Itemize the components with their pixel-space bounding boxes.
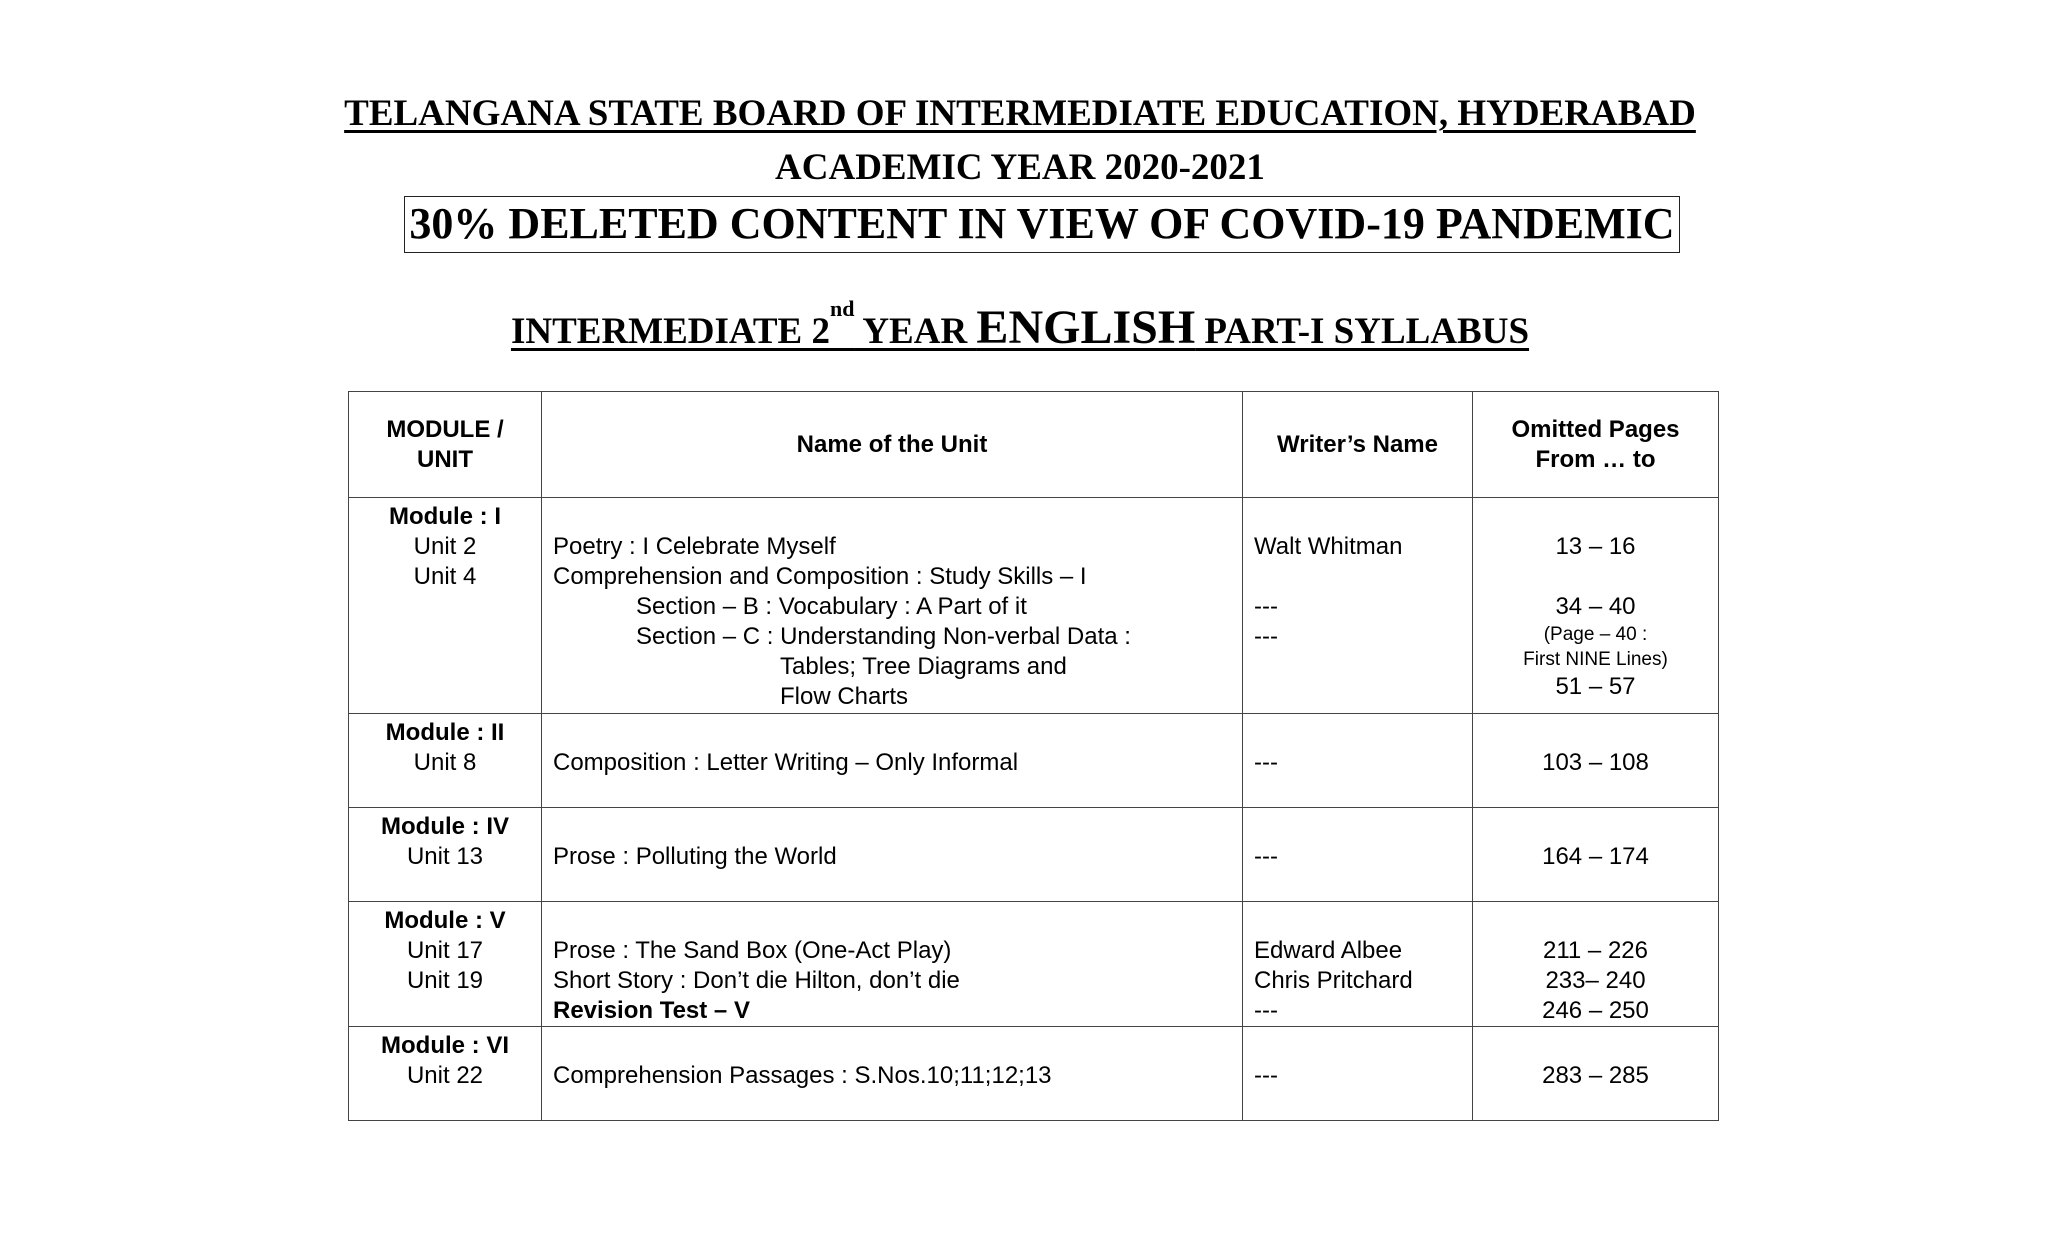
page-range: 103 – 108 (1542, 749, 1649, 776)
header-unit-name: Name of the Unit (542, 392, 1243, 498)
header-writer: Writer’s Name (1243, 392, 1473, 498)
writer-name: --- (1254, 749, 1278, 776)
table-row (349, 1027, 1719, 1121)
table-row (349, 498, 1719, 714)
writer-name: --- (1254, 623, 1278, 650)
unit-name: Prose : The Sand Box (One-Act Play) (553, 937, 952, 964)
syllabus-title: INTERMEDIATE 2nd YEAR ENGLISH PART-I SYLLABUS (510, 296, 1530, 354)
board-title: TELANGANA STATE BOARD OF INTERMEDIATE EDUCATION, HYDERABAD (344, 93, 1696, 134)
page-range: 283 – 285 (1542, 1062, 1649, 1089)
module-label: Module : II (385, 719, 505, 746)
omitted-content-table (348, 391, 1719, 1121)
writer-name: Chris Pritchard (1254, 967, 1413, 994)
table-row (349, 714, 1719, 808)
writer-name: --- (1254, 997, 1278, 1024)
writer-name: --- (1254, 593, 1278, 620)
unit-label: Unit 2 (413, 533, 477, 560)
page-range: 246 – 250 (1542, 997, 1649, 1024)
page-range: 34 – 40 (1555, 593, 1636, 620)
writer-name: --- (1254, 1062, 1278, 1089)
page-range: 164 – 174 (1542, 843, 1649, 870)
table-row (349, 902, 1719, 1027)
table-header-row (349, 392, 1719, 498)
unit-name: Section – B : Vocabulary : A Part of it (636, 593, 1027, 620)
unit-label: Unit 22 (406, 1062, 484, 1089)
module-label: Module : IV (381, 813, 509, 840)
unit-label: Unit 17 (406, 937, 484, 964)
page-range: 211 – 226 (1543, 937, 1648, 964)
unit-name: Section – C : Understanding Non-verbal Data : (636, 623, 1131, 650)
unit-name: Comprehension Passages : S.Nos.10;11;12;13 (553, 1062, 1052, 1089)
deleted-content-notice: 30% DELETED CONTENT IN VIEW OF COVID-19 PANDEMIC (404, 196, 1680, 253)
unit-name: Poetry : I Celebrate Myself (553, 533, 836, 560)
unit-label: Unit 4 (413, 563, 477, 590)
writer-name: --- (1254, 843, 1278, 870)
header-module: MODULE / UNIT (349, 392, 542, 498)
page-range: 233– 240 (1545, 967, 1646, 994)
header-pages: Omitted Pages From … to (1473, 392, 1719, 498)
unit-label: Unit 8 (413, 749, 477, 776)
module-label: Module : VI (381, 1032, 509, 1059)
unit-name: Composition : Letter Writing – Only Informal (553, 749, 1019, 776)
unit-name: Short Story : Don’t die Hilton, don’t die (553, 967, 960, 994)
page-note: (Page – 40 : (1543, 624, 1648, 645)
unit-name: Flow Charts (780, 683, 909, 710)
unit-label: Unit 13 (406, 843, 484, 870)
writer-name: Edward Albee (1254, 937, 1403, 964)
table-row (349, 808, 1719, 902)
writer-name: Walt Whitman (1254, 533, 1403, 560)
unit-name: Revision Test – V (553, 997, 750, 1024)
page-range: 51 – 57 (1555, 673, 1636, 700)
module-label: Module : V (384, 907, 506, 934)
unit-name: Tables; Tree Diagrams and (780, 653, 1067, 680)
academic-year: ACADEMIC YEAR 2020-2021 (775, 147, 1265, 188)
page-note: First NINE Lines) (1523, 649, 1668, 670)
page-range: 13 – 16 (1555, 533, 1636, 560)
unit-label: Unit 19 (406, 967, 484, 994)
unit-name: Comprehension and Composition : Study Skills – I (553, 563, 1087, 590)
module-label: Module : I (389, 503, 501, 530)
unit-name: Prose : Polluting the World (553, 843, 837, 870)
